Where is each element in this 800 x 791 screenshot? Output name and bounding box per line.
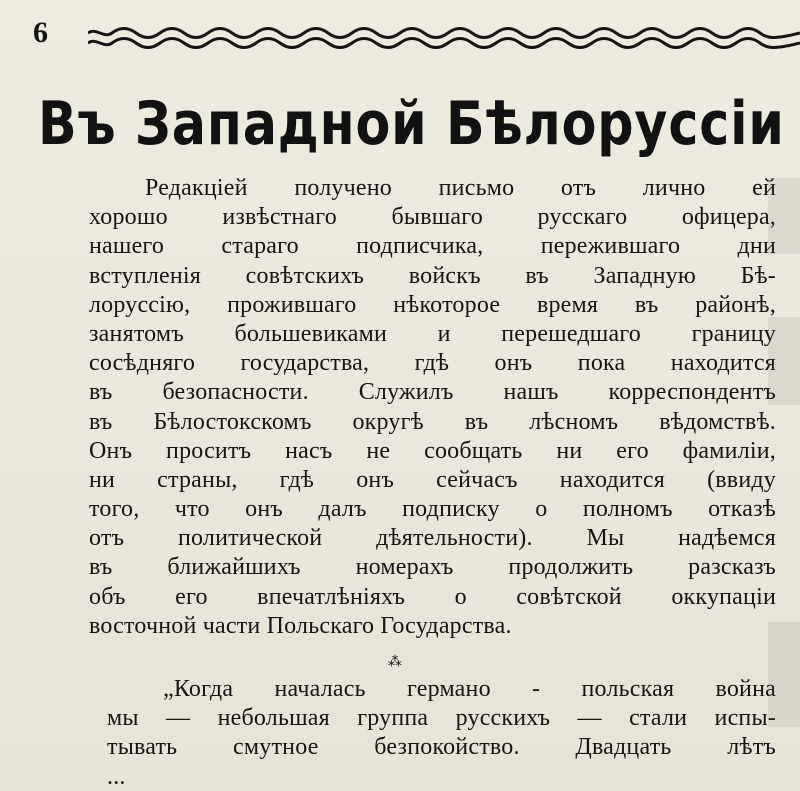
intro-line: въ безопасности. Служилъ нашъ корреспондентъ	[89, 379, 776, 406]
intro-line: восточной части Польскаго Государства.	[89, 612, 512, 639]
intro-line: въ ближайшихъ номерахъ продолжить разсказъ	[89, 554, 776, 581]
intro-line: отъ политической дѣятельности). Мы надѣемся	[89, 525, 776, 552]
letter-line: мы — небольшая группа русскихъ — стали испы-	[107, 705, 776, 732]
editorial-intro	[34, 174, 776, 641]
letter-line: „Когда началась германо - польская война	[163, 676, 776, 702]
article-headline: Въ Западной Бѣлоруссіи	[38, 89, 785, 159]
page-edge-shadow	[768, 178, 800, 254]
intro-line: лоруссію, прожившаго нѣкоторое время въ районѣ,	[89, 291, 776, 318]
page-edge-shadow	[768, 317, 800, 405]
intro-line: хорошо извѣстнаго бывшаго русскаго офицера,	[89, 204, 776, 231]
intro-line: въ Бѣлостокскомъ округѣ въ лѣсномъ вѣдомствѣ.	[89, 408, 776, 435]
intro-line: того, что онъ далъ подписку о полномъ отказѣ	[89, 496, 776, 523]
letter-line: ...	[107, 763, 126, 790]
intro-line: Онъ проситъ насъ не сообщать ни его фамиліи,	[89, 437, 776, 464]
article-body	[34, 174, 776, 791]
intro-line: занятомъ большевиками и перешедшаго границу	[89, 320, 776, 347]
letter-line: тывать смутное безпокойство. Двадцать лѣтъ	[107, 734, 776, 761]
intro-line: нашего стараго подписчика, пережившаго дни	[89, 233, 776, 260]
section-separator-asterism: ⁂	[388, 654, 402, 670]
intro-line: объ его впечатлѣніяхъ о совѣтской оккупаціи	[89, 583, 776, 610]
intro-line: Редакціей получено письмо отъ лично ей	[145, 175, 776, 201]
intro-line: ни страны, гдѣ онъ сейчасъ находится (ввиду	[89, 466, 776, 493]
page-number: 6	[33, 16, 48, 49]
page-edge-shadow	[768, 622, 800, 727]
decorative-wave-rule	[88, 27, 800, 51]
intro-line: сосѣдняго государства, гдѣ онъ пока находится	[89, 350, 776, 377]
letter-opening	[34, 675, 776, 791]
intro-line: вступленія совѣтскихъ войскъ въ Западную Бѣ-	[89, 262, 776, 289]
